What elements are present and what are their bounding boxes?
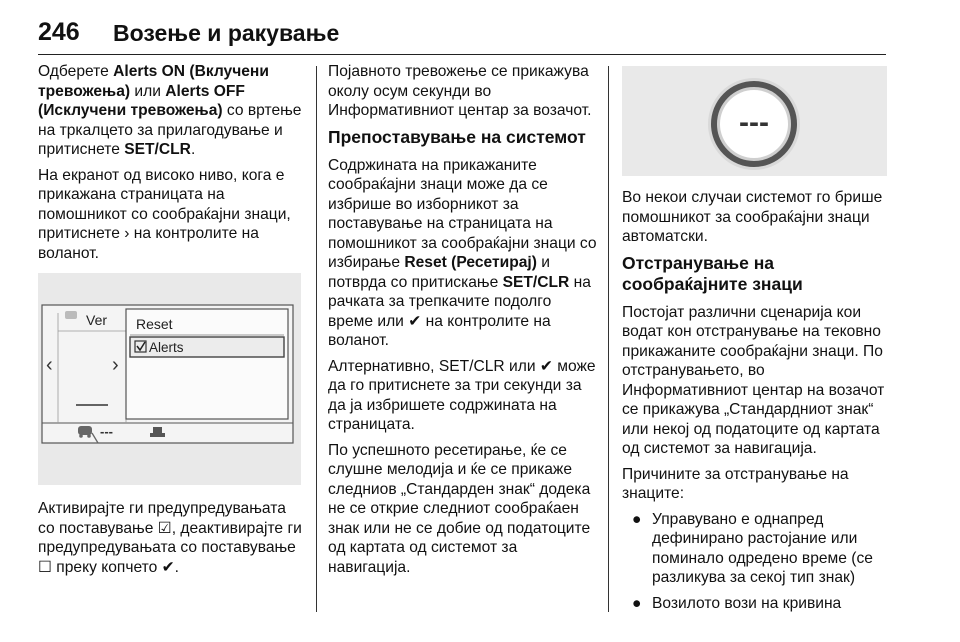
page-number: 246 [38,18,80,46]
paragraph: Содржината на прикажаните сообраќајни знаци може да се избрише во изборникот за поставување на страницата на помошникот за сообраќајни знаци со избирање Reset (Ресетирај) и потврда со притискање SET/CLR на рачката за трепкачите подолго време или ✔ на контролите на воланот. [328,156,597,349]
paragraph: Активирајте ги предупредувањата со поставување ☑, деактивирајте ги предупредувањата со поставување ☐ преку копчето ✔. [38,500,302,576]
menu-item-alerts: Alerts [149,340,184,355]
column-2 [328,62,598,583]
bullet-icon: ● [632,594,642,612]
paragraph: Во некои случаи системот го брише помошникот за сообраќајни знаци автоматски. [622,189,883,245]
paragraph: Одберете Alerts ON (Вклучени тревожења) или Alerts OFF (Исклучени тревожења) со вртење на тркалцето за прилагодување и притиснете SET/CLR. [38,63,302,158]
standard-sign-illustration [622,66,887,176]
paragraph: Појавното тревожење се прикажува околу осум секунди во Информативниот центар за возачот. [328,63,592,119]
column-divider [608,66,609,612]
nav-right-arrow: › [112,354,119,376]
paragraph: На екранот од високо ниво, кога е прикажана страницата на помошникот со сообраќајни знаци, притиснете › на контролите на воланот. [38,166,291,262]
tab-icon [65,311,77,319]
column-1 [38,62,306,583]
menu-item-reset: Reset [136,316,173,332]
paragraph: Постојат различни сценарија кои водат кон отстранување на тековно прикажаните сообраќајни знаци. По отстранувањето, во Информативниот центар на возачот се прикажува „Стандардниот знак“ или некој од податоците од картата од системот за навигација. [622,303,885,457]
column-3 [622,62,888,619]
bullet-icon: ● [632,510,642,528]
display-illustration [38,273,301,485]
tab-label: Ver [86,312,108,328]
page-header [38,18,886,55]
sign-dashes: --- [739,106,769,139]
driver-info-screen [38,273,301,485]
dashes-indicator: --- [100,424,113,439]
section-heading: Препоставување на системот [328,126,586,147]
paragraph: Причините за отстранување на знаците: [622,465,849,502]
nav-left-arrow: ‹ [46,354,53,376]
column-divider [316,66,317,612]
paragraph: Алтернативно, SET/CLR или ✔ може да го притиснете за три секунди за да ја избришете содржината на страницата. [328,357,596,433]
list-item: ● Управувано е однапред дефинирано растојание или поминало одредено време (се разликува за секој тип знак) [622,510,888,588]
standard-sign-icon [622,66,887,176]
section-heading: Отстранување на сообраќајните знаци [622,252,803,294]
paragraph: По успешното ресетирање, ќе се слушне мелодија и ќе се прикаже следниов „Стандарден знак“ додека не се открие следниот сообраќаен знак или не се добие од податоците од картата од системот за навигација. [328,441,591,576]
page-title: Возење и ракување [113,20,340,46]
list-item: ● Возилото вози на кривина [622,594,888,614]
